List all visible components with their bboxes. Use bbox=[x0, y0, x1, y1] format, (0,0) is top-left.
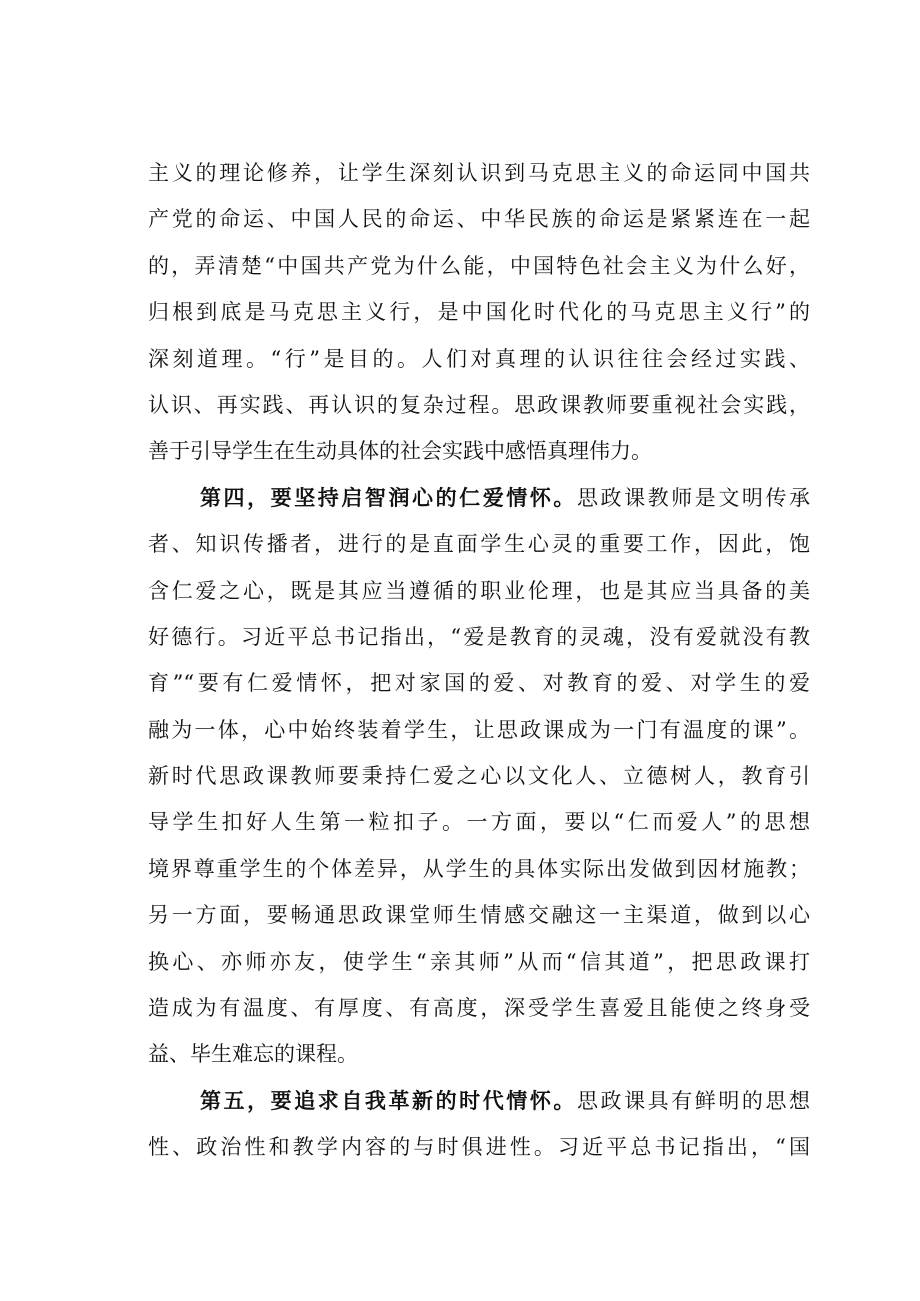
text-run: 思政课具有鲜明的思想 bbox=[576, 1088, 811, 1113]
text-run: 思政课教师是文明传承 bbox=[576, 485, 811, 510]
text-line: 境界尊重学生的个体差异，从学生的具体实际出发做到因材施教； bbox=[148, 856, 810, 881]
document-page bbox=[148, 150, 810, 1171]
text-line: 深刻道理。“行”是目的。人们对真理的认识往往会经过实践、 bbox=[148, 346, 810, 371]
paragraph-1 bbox=[148, 150, 810, 475]
text-line: 的，弄清楚“中国共产党为什么能，中国特色社会主义为什么好， bbox=[148, 253, 810, 278]
text-line: 造成为有温度、有厚度、有高度，深受学生喜爱且能使之终身受 bbox=[148, 996, 810, 1021]
paragraph-2 bbox=[148, 475, 810, 1078]
text-line: 善于引导学生在生动具体的社会实践中感悟真理伟力。 bbox=[148, 439, 652, 464]
text-line: 导学生扣好人生第一粒扣子。一方面，要以“仁而爱人”的思想 bbox=[148, 810, 810, 835]
paragraph-3 bbox=[148, 1078, 810, 1171]
text-line: 益、毕生难忘的课程。 bbox=[148, 1042, 358, 1067]
text-line: 含仁爱之心，既是其应当遵循的职业伦理，也是其应当具备的美 bbox=[148, 578, 810, 603]
text-line: 好德行。习近平总书记指出，“爱是教育的灵魂，没有爱就没有教 bbox=[148, 624, 810, 649]
text-line: 性、政治性和教学内容的与时俱进性。习近平总书记指出，“国 bbox=[148, 1135, 810, 1160]
text-line: 者、知识传播者，进行的是直面学生心灵的重要工作，因此，饱 bbox=[148, 532, 810, 557]
text-line: 认识、再实践、再认识的复杂过程。思政课教师要重视社会实践， bbox=[148, 392, 810, 417]
text-line: 另一方面，要畅通思政课堂师生情感交融这一主渠道，做到以心 bbox=[148, 903, 810, 928]
text-line: 归根到底是马克思主义行，是中国化时代化的马克思主义行”的 bbox=[148, 300, 810, 325]
paragraph-heading: 第五，要追求自我革新的时代情怀。 bbox=[200, 1087, 577, 1113]
text-line: 新时代思政课教师要秉持仁爱之心以文化人、立德树人，教育引 bbox=[148, 764, 810, 789]
text-line: 产党的命运、中国人民的命运、中华民族的命运是紧紧连在一起 bbox=[148, 207, 810, 232]
text-line: 融为一体，心中始终装着学生，让思政课成为一门有温度的课”。 bbox=[148, 717, 810, 742]
paragraph-first-line bbox=[148, 475, 810, 521]
paragraph-first-line bbox=[148, 1078, 810, 1124]
text-line: 主义的理论修养，让学生深刻认识到马克思主义的命运同中国共 bbox=[148, 161, 810, 185]
text-line: 换心、亦师亦友，使学生“亲其师”从而“信其道”，把思政课打 bbox=[148, 949, 810, 974]
paragraph-heading: 第四，要坚持启智润心的仁爱情怀。 bbox=[200, 484, 577, 510]
text-line: 育”“要有仁爱情怀，把对家国的爱、对教育的爱、对学生的爱 bbox=[148, 671, 810, 696]
